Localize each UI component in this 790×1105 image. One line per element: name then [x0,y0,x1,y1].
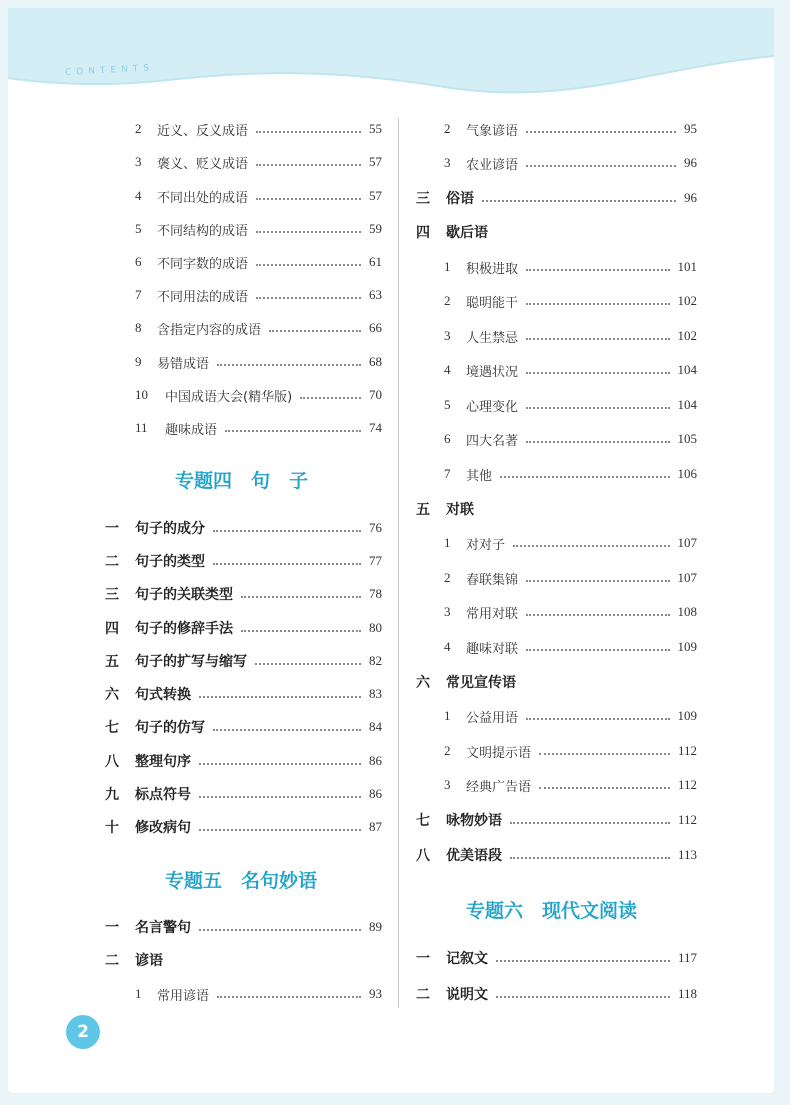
leader-dots [496,959,670,962]
toc-entry[interactable]: 3 人生禁忌 102 [444,328,697,346]
leader-dots [269,329,361,332]
leader-dots [510,821,670,824]
toc-entry[interactable]: 2 近义、反义成语 55 [135,121,382,139]
toc-section[interactable]: 十 修改病句 87 [105,819,382,836]
leader-dots [241,595,361,598]
leader-dots [539,786,670,789]
leader-dots [526,130,676,133]
toc-entry[interactable]: 3 常用对联 108 [444,604,697,622]
leader-dots [526,302,669,305]
toc-entry[interactable]: 5 心理变化 104 [444,397,697,415]
toc-entry[interactable]: 9 易错成语 68 [135,354,382,372]
header-wave [8,8,774,118]
column-divider [398,118,399,1008]
toc-section[interactable]: 二 说明文 118 [416,986,697,1003]
leader-dots [199,828,361,831]
leader-dots [526,337,669,340]
leader-dots [199,695,361,698]
toc-entry[interactable]: 5 不同结构的成语 59 [135,221,382,239]
leader-dots [526,613,669,616]
toc-entry[interactable]: 10 中国成语大会(精华版) 70 [135,387,382,405]
toc-section[interactable]: 三 句子的关联类型 78 [105,586,382,603]
toc-entry[interactable]: 2 气象谚语 95 [444,121,697,139]
toc-entry[interactable]: 2 春联集锦 107 [444,570,697,588]
leader-dots [482,199,676,202]
toc-section[interactable]: 五 对联 [416,502,474,518]
leader-dots [213,728,361,731]
leader-dots [500,475,669,478]
toc-entry[interactable]: 4 不同出处的成语 57 [135,188,382,206]
toc-entry[interactable]: 8 含指定内容的成语 66 [135,320,382,338]
leader-dots [526,648,669,651]
leader-dots [199,795,361,798]
topic-heading: 专题五 名句妙语 [165,870,318,892]
leader-dots [217,995,361,998]
toc-section[interactable]: 五 句子的扩写与缩写 82 [105,653,382,670]
leader-dots [510,856,670,859]
leader-dots [213,562,361,565]
leader-dots [496,995,670,998]
leader-dots [225,429,361,432]
leader-dots [513,544,669,547]
toc-entry[interactable]: 6 不同字数的成语 61 [135,254,382,272]
toc-entry[interactable]: 7 其他 106 [444,466,697,484]
toc-section[interactable]: 四 歇后语 [416,225,488,241]
leader-dots [256,197,361,200]
toc-entry[interactable]: 4 趣味对联 109 [444,639,697,657]
toc-section[interactable]: 六 常见宣传语 [416,675,516,691]
leader-dots [256,230,361,233]
leader-dots [526,164,676,167]
leader-dots [539,752,670,755]
toc-entry[interactable]: 6 四大名著 105 [444,431,697,449]
leader-dots [526,406,669,409]
toc-section[interactable]: 二 谚语 [105,953,163,969]
leader-dots [213,529,361,532]
toc-entry[interactable]: 3 农业谚语 96 [444,155,697,173]
toc-section[interactable]: 一 记叙文 117 [416,950,697,967]
toc-entry[interactable]: 1 积极进取 101 [444,259,697,277]
leader-dots [256,263,361,266]
leader-dots [256,130,361,133]
toc-entry[interactable]: 2 文明提示语 112 [444,743,697,761]
toc-entry[interactable]: 3 褒义、贬义成语 57 [135,154,382,172]
toc-entry[interactable]: 3 经典广告语 112 [444,777,697,795]
leader-dots [526,371,669,374]
leader-dots [255,662,361,665]
leader-dots [217,363,361,366]
leader-dots [526,579,669,582]
toc-section[interactable]: 八 整理句序 86 [105,753,382,770]
leader-dots [526,717,669,720]
toc-section[interactable]: 一 名言警句 89 [105,919,382,936]
topic-heading: 专题六 现代文阅读 [466,900,638,922]
toc-entry[interactable]: 1 常用谚语 93 [135,986,382,1004]
toc-entry[interactable]: 1 对对子 107 [444,535,697,553]
toc-section[interactable]: 一 句子的成分 76 [105,520,382,537]
toc-section[interactable]: 六 句式转换 83 [105,686,382,703]
toc-section[interactable]: 四 句子的修辞手法 80 [105,620,382,637]
leader-dots [526,268,669,271]
leader-dots [256,163,361,166]
toc-section[interactable]: 九 标点符号 86 [105,786,382,803]
contents-label: CONTENTS [64,63,155,78]
topic-heading: 专题四 句 子 [175,470,309,492]
leader-dots [526,440,669,443]
leader-dots [256,296,361,299]
toc-entry[interactable]: 2 聪明能干 102 [444,293,697,311]
toc-section[interactable]: 七 句子的仿写 84 [105,719,382,736]
toc-entry[interactable]: 1 公益用语 109 [444,708,697,726]
toc-entry[interactable]: 11 趣味成语 74 [135,420,382,438]
toc-section[interactable]: 七 咏物妙语 112 [416,812,697,829]
toc-section[interactable]: 八 优美语段 113 [416,847,697,864]
leader-dots [241,629,361,632]
page-number-badge: 2 [66,1015,100,1049]
leader-dots [199,928,361,931]
toc-entry[interactable]: 4 境遇状况 104 [444,362,697,380]
leader-dots [199,762,361,765]
toc-section[interactable]: 三 俗语 96 [416,190,697,207]
leader-dots [300,396,361,399]
toc-section[interactable]: 二 句子的类型 77 [105,553,382,570]
toc-entry[interactable]: 7 不同用法的成语 63 [135,287,382,305]
